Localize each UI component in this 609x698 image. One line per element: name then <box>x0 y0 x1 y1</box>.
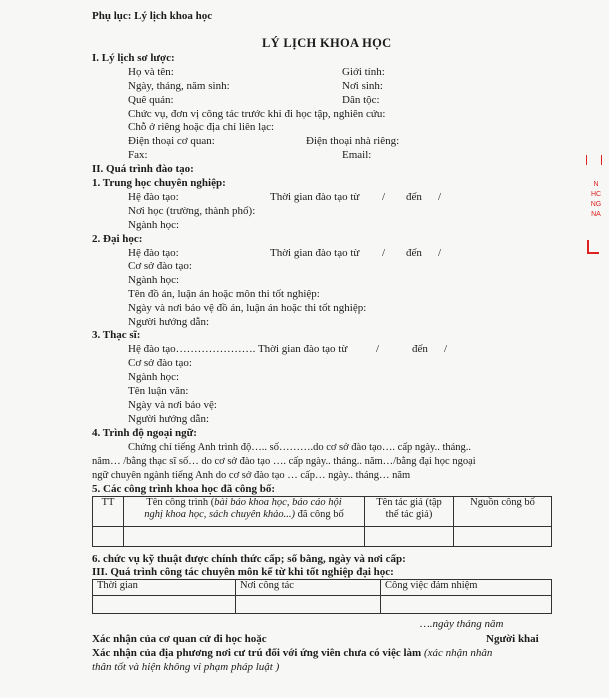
col-tt-header: TT <box>93 497 124 527</box>
section-3-heading: III. Quá trình công tác chuyên môn kể từ khi tốt nghiệp đại học: <box>92 566 394 578</box>
master-facility: Cơ sở đào tạo: <box>128 357 192 369</box>
field-office-phone: Điện thoại cơ quan: <box>128 135 215 147</box>
agency-confirmation: Xác nhận của cơ quan cử đi học hoặc <box>92 633 267 645</box>
master-heading: 3. Thạc sĩ: <box>92 329 141 341</box>
university-defense: Ngày và nơi bảo vệ đồ án, luận án hoặc thi tốt nghiệp: <box>128 302 367 314</box>
language-line-2: năm… /bằng thạc sĩ số… do cơ sở đào tạo …. cấp ngày.. tháng.. năm…/bằng đại học ngoại <box>92 456 476 467</box>
stamp-line-3: NG <box>590 201 602 208</box>
col-work-name-italic-1: bài báo khoa học, báo cáo hội <box>214 497 342 508</box>
university-system: Hệ đào tạo: <box>128 247 179 259</box>
master-major: Ngành học: <box>128 371 180 383</box>
university-advisor: Người hướng dẫn: <box>128 316 209 328</box>
local-confirmation-italic-2: thân tốt và hiện không vi phạm pháp luật ) <box>92 661 280 673</box>
col-work-name-header <box>124 497 365 527</box>
vocational-slash-to: / <box>438 191 442 203</box>
col-author-1: Tên tác giả (tập <box>376 497 442 508</box>
university-major: Ngành học: <box>128 274 180 286</box>
table-row <box>93 527 552 547</box>
declarant-label: Người khai <box>486 633 539 645</box>
field-fax: Fax: <box>128 149 148 161</box>
master-slash-from: / <box>376 343 380 355</box>
field-dob: Ngày, tháng, năm sinh: <box>128 80 230 92</box>
field-name: Họ và tên: <box>128 66 174 78</box>
publications-table <box>92 496 552 547</box>
university-slash-from: / <box>382 247 386 259</box>
vocational-system: Hệ đào tạo: <box>128 191 179 203</box>
stamp-mark-bottom <box>587 240 599 254</box>
field-gender: Giới tính: <box>342 66 385 78</box>
col-source-header: Nguồn công bố <box>454 497 552 527</box>
language-line-3: ngữ chuyên ngành tiếng Anh do cơ sở đào tạo … cấp… ngày.. tháng… năm <box>92 470 411 481</box>
stamp-text <box>588 180 604 220</box>
vocational-place: Nơi học (trường, thành phố): <box>128 205 256 217</box>
field-home-phone: Điện thoại nhà riêng: <box>306 135 400 147</box>
technical-title-heading: 6. chức vụ kỹ thuật được chính thức cấp; số bằng, ngày và nơi cấp: <box>92 553 406 565</box>
field-email: Email: <box>342 149 372 161</box>
field-address: Chỗ ở riêng hoặc địa chỉ liên lạc: <box>128 121 275 133</box>
university-slash-to: / <box>438 247 442 259</box>
stamp-line-4: NA <box>591 211 601 218</box>
work-history-table <box>92 579 552 614</box>
page-title: LÝ LỊCH KHOA HỌC <box>262 36 392 50</box>
appendix-label: Phụ lục: Lý lịch khoa học <box>92 10 213 22</box>
master-defense: Ngày và nơi bảo vệ: <box>128 399 217 411</box>
master-thesis: Tên luận văn: <box>128 385 189 397</box>
col-workplace-header: Nơi công tác <box>236 580 381 596</box>
section-2-heading: II. Quá trình đào tạo: <box>92 163 194 175</box>
sign-date: ….ngày tháng năm <box>420 618 504 630</box>
col-work-name-a: Tên công trình ( <box>146 497 215 508</box>
col-duty-header: Công việc đảm nhiệm <box>381 580 552 596</box>
field-hometown: Quê quán: <box>128 94 174 106</box>
field-position: Chức vụ, đơn vị công tác trước khi đi học tập, nghiên cứu: <box>128 108 386 120</box>
publications-heading: 5. Các công trình khoa học đã công bố: <box>92 483 276 495</box>
language-heading: 4. Trình độ ngoại ngữ: <box>92 427 197 439</box>
university-facility: Cơ sở đào tạo: <box>128 260 192 272</box>
stamp-line-1: N <box>593 181 599 188</box>
language-line-1: Chứng chỉ tiếng Anh trình độ….. số……….do cơ sở đào tạo…. cấp ngày.. tháng.. <box>128 442 472 453</box>
local-confirmation-bold: Xác nhận của địa phương nơi cư trú đối với ứng viên chưa có việc làm <box>92 647 422 659</box>
master-slash-to: / <box>444 343 448 355</box>
university-thesis: Tên đồ án, luận án hoặc môn thi tốt nghiệp: <box>128 288 320 300</box>
vocational-major: Ngành học: <box>128 219 180 231</box>
university-to: đến <box>406 247 422 259</box>
stamp-mark-top <box>586 155 602 165</box>
col-author-header <box>365 497 454 527</box>
col-work-name-b: đã công bố <box>295 509 344 520</box>
section-1-heading: I. Lý lịch sơ lược: <box>92 52 175 64</box>
master-system: Hệ đào tạo…………………. Thời gian đào tạo từ <box>128 343 348 355</box>
vocational-slash-from: / <box>382 191 386 203</box>
col-work-name-italic-2: nghị khoa học, sách chuyên khảo...) <box>144 509 296 520</box>
stamp-line-2: HC <box>590 191 602 198</box>
local-confirmation-italic-1: (xác nhận nhân <box>421 647 493 659</box>
master-to: đến <box>412 343 428 355</box>
university-heading: 2. Đại học: <box>92 233 143 245</box>
master-advisor: Người hướng dẫn: <box>128 413 209 425</box>
field-pob: Nơi sinh: <box>342 80 383 92</box>
field-ethnic: Dân tộc: <box>342 94 380 106</box>
table-row <box>93 596 552 614</box>
col-time-header: Thời gian <box>93 580 236 596</box>
vocational-to: đến <box>406 191 422 203</box>
local-confirmation <box>92 647 492 660</box>
vocational-heading: 1. Trung học chuyên nghiệp: <box>92 177 226 189</box>
col-author-2: thể tác giả) <box>385 509 433 520</box>
vocational-time: Thời gian đào tạo từ <box>270 191 360 203</box>
university-time: Thời gian đào tạo từ <box>270 247 360 259</box>
